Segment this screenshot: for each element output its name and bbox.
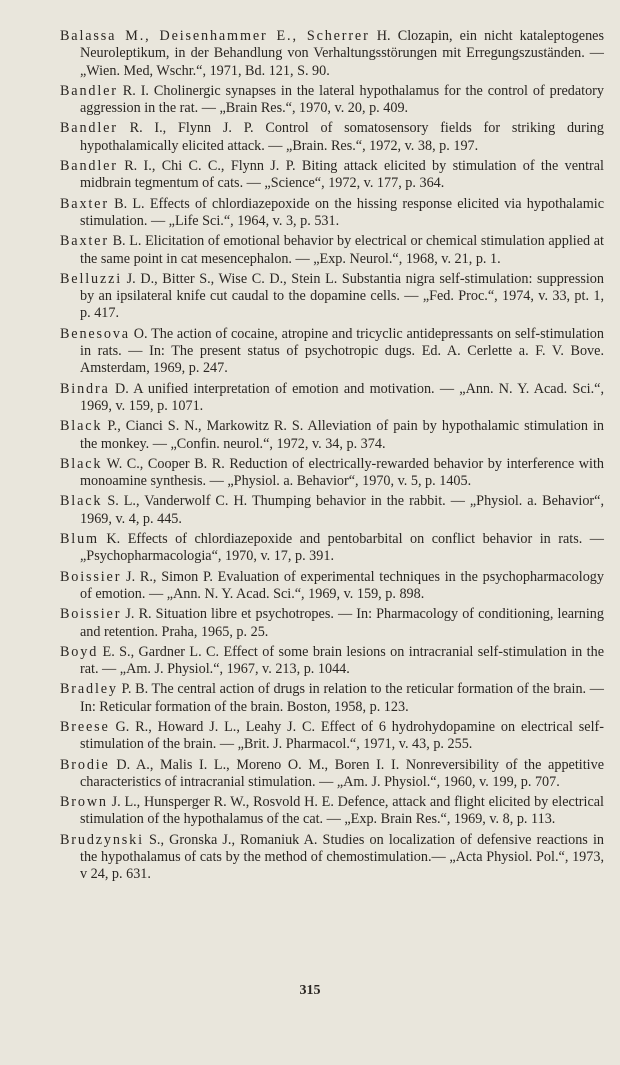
reference-entry bbox=[60, 832, 604, 884]
reference-entry bbox=[60, 531, 604, 566]
reference-text: R. I., Chi C. C., Flynn J. P. Biting attack elicited by stimulation of the ventral midbrain tegmentum of cats. — „Science“, 1972, v. 177, p. 364. bbox=[80, 158, 604, 192]
reference-text: D. A., Malis I. L., Moreno O. M., Boren I. I. Nonreversibility of the appetitive characteristics of intracranial stimulation. — „Am. J. Physiol.“, 1960, v. 199, p. 707. bbox=[80, 756, 604, 790]
reference-author: Boyd bbox=[60, 643, 99, 660]
reference-entry bbox=[60, 233, 604, 268]
reference-entry bbox=[60, 606, 604, 641]
reference-text: R. I. Cholinergic synapses in the lateral hypothalamus for the control of predatory aggression in the rat. — „Brain Res.“, 1970, v. 20, p. 409. bbox=[80, 82, 604, 117]
reference-entry bbox=[60, 381, 604, 416]
reference-entry bbox=[60, 120, 604, 155]
reference-text: J. L., Hunsperger R. W., Rosvold H. E. Defence, attack and flight elicited by electrical stimulation of the hypothalamus of the cat. — „Exp. Brain Res.“, 1969, v. 8, p. 113. bbox=[80, 794, 604, 828]
reference-text: S., Gronska J., Romaniuk A. Studies on localization of defensive reactions in the hypothalamus of cats by the method of chemostimulation.— „Acta Physiol. Pol.“, 1973, v 24, p. 631. bbox=[80, 831, 604, 883]
reference-author: Boissier bbox=[60, 606, 122, 623]
reference-entry bbox=[60, 644, 604, 679]
reference-text: P., Cianci S. N., Markowitz R. S. Alleviation of pain by hypothalamic stimulation in the monkey. — „Confin. neurol.“, 1972, v. 34, p. 374. bbox=[80, 418, 604, 452]
reference-author: Breese bbox=[60, 718, 110, 735]
reference-entry bbox=[60, 794, 604, 829]
reference-entry bbox=[60, 681, 604, 716]
reference-author: Baxter bbox=[60, 233, 109, 250]
reference-author: Baxter bbox=[60, 195, 109, 212]
reference-author: Balassa M., Deisenhammer E., Scherrer bbox=[60, 28, 370, 44]
reference-text: W. C., Cooper B. R. Reduction of electrically-rewarded behavior by interference with monoamine synthesis. — „Physiol. a. Behavior“, 1970, v. 5, p. 1405. bbox=[80, 455, 604, 490]
reference-author: Bindra bbox=[60, 380, 110, 397]
reference-entry bbox=[60, 28, 604, 80]
reference-author: Bradley bbox=[60, 681, 118, 698]
reference-text: E. S., Gardner L. C. Effect of some brain lesions on intracranial self-stimulation in the rat. — „Am. J. Physiol.“, 1967, v. 213, p. 1044. bbox=[80, 643, 604, 678]
reference-author: Black bbox=[60, 418, 103, 435]
reference-author: Blum bbox=[60, 531, 99, 548]
reference-text: G. R., Howard J. L., Leahy J. C. Effect of 6 hydrohydopamine on electrical self-stimulation of the brain. — „Brit. J. Pharmacol.“, 1971, v. 43, p. 255. bbox=[80, 718, 604, 753]
reference-author: Black bbox=[60, 455, 103, 472]
reference-text: O. The action of cocaine, atropine and tricyclic antidepressants on self-stimulation in rats. — In: The present status of psychotropic dugs. Ed. A. Cerlette a. F. V. Bove. Amsterdam, 1969, p. 247. bbox=[80, 325, 604, 377]
reference-entry bbox=[60, 83, 604, 118]
reference-text: D. A unified interpretation of emotion and motivation. — „Ann. N. Y. Acad. Sci.“, 1969, v. 159, p. 1071. bbox=[80, 380, 604, 414]
reference-text: H. Clozapin, ein nicht kataleptogenes Neuroleptikum, in der Behandlung von Verhaltungsstörungen mit Erregungszuständen. — „Wien. Med, Wschr.“, 1971, Bd. 121, S. 90. bbox=[80, 28, 604, 79]
reference-entry bbox=[60, 719, 604, 754]
reference-text: J. R., Simon P. Evaluation of experimental techniques in the psychopharmacology of emotion. — „Ann. N. Y. Acad. Sci.“, 1969, v. 159, p. 898. bbox=[80, 568, 604, 602]
reference-author: Bandler bbox=[60, 82, 118, 99]
reference-text: J. D., Bitter S., Wise C. D., Stein L. Substantia nigra self-stimulation: suppression by an ipsilateral knife cut caudal to the dopamine cells. — „Fed. Proc.“, 1974, v. 33, pt. 1, p. 417. bbox=[80, 270, 604, 322]
reference-author: Boissier bbox=[60, 568, 122, 585]
page-number: 315 bbox=[299, 983, 321, 998]
reference-entry bbox=[60, 158, 604, 193]
reference-text: P. B. The central action of drugs in relation to the reticular formation of the brain. — In: Reticular formation of the brain. Boston, 1958, p. 123. bbox=[80, 681, 604, 715]
reference-entry bbox=[60, 196, 604, 231]
reference-author: Brown bbox=[60, 794, 108, 811]
reference-text: B. L. Elicitation of emotional behavior by electrical or chemical stimulation applied at the same point in cat mesencephalon. — „Exp. Neurol.“, 1968, v. 21, p. 1. bbox=[80, 233, 604, 267]
reference-entry bbox=[60, 326, 604, 378]
reference-entry bbox=[60, 569, 604, 604]
reference-author: Benesova bbox=[60, 325, 130, 342]
reference-author: Brudzynski bbox=[60, 831, 144, 848]
reference-entry bbox=[60, 456, 604, 491]
reference-text: R. I., Flynn J. P. Control of somatosensory fields for striking during hypothalamically elicited attack. — „Brain. Res.“, 1972, v. 38, p. 197. bbox=[80, 120, 604, 154]
reference-entry bbox=[60, 493, 604, 528]
reference-author: Bandler bbox=[60, 158, 118, 175]
reference-text: B. L. Effects of chlordiazepoxide on the hissing response elicited via hypothalamic stimulation. — „Life Sci.“, 1964, v. 3, p. 531. bbox=[80, 195, 604, 229]
reference-entry bbox=[60, 757, 604, 792]
reference-text: J. R. Situation libre et psychotropes. — In: Pharmacology of conditioning, learning and retention. Praha, 1965, p. 25. bbox=[80, 606, 604, 640]
reference-entry bbox=[60, 418, 604, 453]
reference-text: K. Effects of chlordiazepoxide and pentobarbital on conflict behavior in rats. — „Psychopharmacologia“, 1970, v. 17, p. 391. bbox=[80, 531, 604, 565]
reference-author: Belluzzi bbox=[60, 270, 123, 287]
reference-text: S. L., Vanderwolf C. H. Thumping behavior in the rabbit. — „Physiol. a. Behavior“, 1969, v. 4, p. 445. bbox=[80, 493, 604, 527]
reference-list bbox=[60, 28, 604, 884]
reference-author: Black bbox=[60, 493, 103, 510]
reference-author: Bandler bbox=[60, 120, 118, 137]
reference-entry bbox=[60, 271, 604, 323]
reference-author: Brodie bbox=[60, 756, 110, 773]
